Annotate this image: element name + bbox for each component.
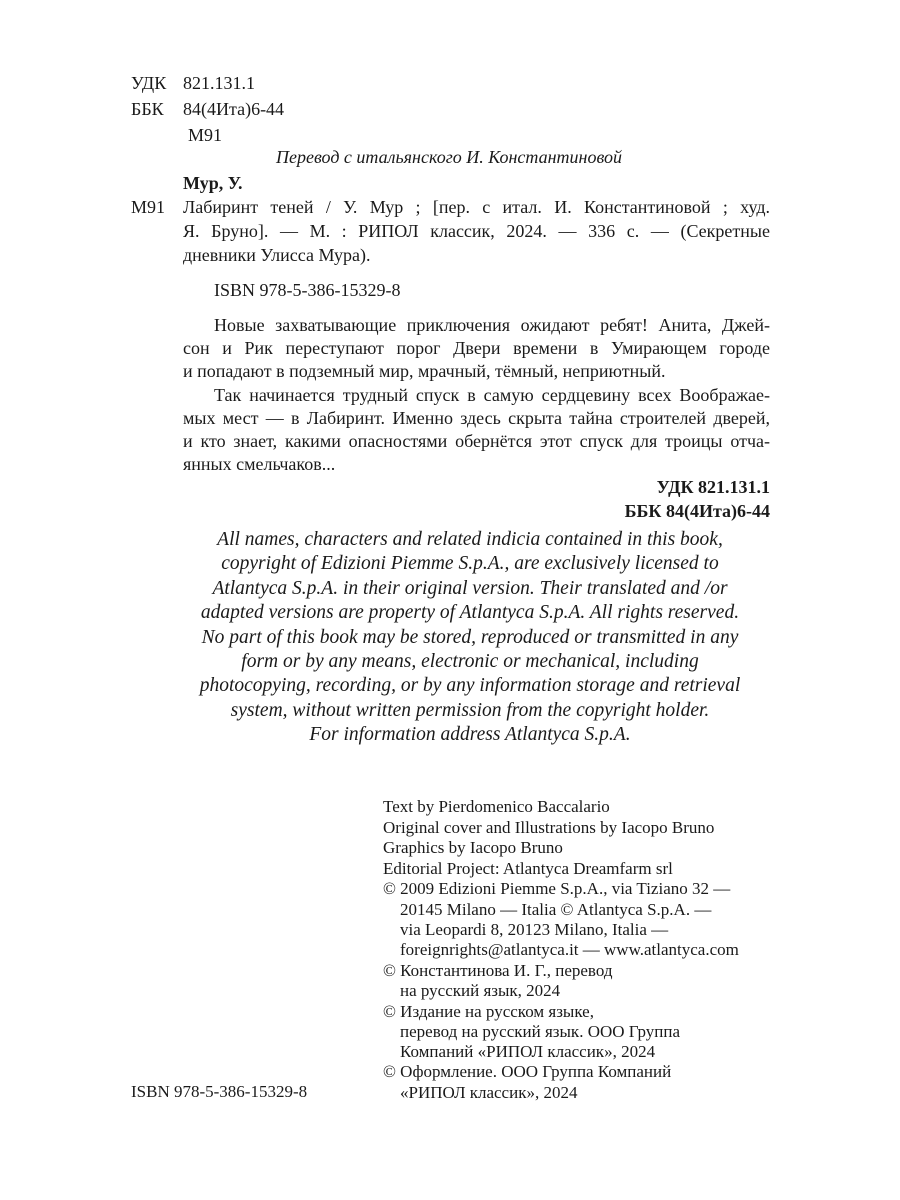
credit-editorial: Editorial Project: Atlantyca Dreamfarm srl [383, 859, 673, 878]
credit-copyright-4: foreignrights@atlantyca.it — www.atlantyca.com [400, 940, 739, 959]
translation-note: Перевод с итальянского И. Константиновой [276, 147, 623, 167]
rights-notice [150, 528, 790, 748]
author-heading: Мур, У. [183, 173, 243, 193]
annotation-p2-line-1: Так начинается трудный спуск в самую сердцевину всех Воображае- [214, 385, 770, 405]
rights-p2-line-2: form or by any means, electronic or mechanical, including [241, 651, 699, 673]
credit-copyright-1: © 2009 Edizioni Piemme S.p.A., via Tiziano 32 — [383, 879, 731, 898]
annotation-p2-line-4: янных смельчаков... [183, 454, 336, 474]
rights-p1-line-1: All names, characters and related indicia contained in this book, [217, 529, 723, 550]
rights-p1-line-3: Atlantyca S.p.A. in their original version. Their translated and /or [212, 577, 728, 599]
annotation-p1-line-3: и попадают в подземный мир, мрачный, тёмный, неприютный. [183, 361, 666, 381]
credit-edition-2: перевод на русский язык. ООО Группа [400, 1022, 681, 1041]
author-mark: М91 [188, 125, 223, 145]
credit-copyright-2: 20145 Milano — Italia © Atlantyca S.p.A. — [400, 900, 712, 919]
annotation-p2-line-3: и кто знает, какими опасностями обернётся этот спуск для троицы отча- [183, 431, 770, 451]
record-isbn: ISBN 978-5-386-15329-8 [214, 280, 401, 300]
credit-design-1: © Оформление. ООО Группа Компаний [383, 1062, 672, 1081]
rights-p2-line-5: For information address Atlantyca S.p.A. [309, 724, 631, 746]
udk-value: 821.131.1 [183, 73, 255, 93]
credit-edition-1: © Издание на русском языке, [383, 1002, 594, 1021]
credit-text: Text by Pierdomenico Baccalario [383, 797, 610, 816]
credit-cover: Original cover and Illustrations by Iacopo Bruno [383, 818, 715, 837]
classification-bbk: ББК 84(4Ита)6-44 [624, 501, 770, 521]
bbk-value: 84(4Ита)6-44 [183, 99, 285, 119]
rights-p2-line-1: No part of this book may be stored, reproduced or transmitted in any [201, 626, 739, 648]
record-mark: М91 [131, 197, 166, 217]
rights-p1-line-2: copyright of Edizioni Piemme S.p.A., are exclusively licensed to [221, 553, 719, 575]
credit-design-2: «РИПОЛ классик», 2024 [400, 1083, 578, 1102]
annotation-p1-line-1: Новые захватывающие приключения ожидают ребят! Анита, Джей- [214, 315, 770, 335]
record-line-2: Я. Бруно]. — М. : РИПОЛ классик, 2024. — 336 с. — (Секретные [183, 221, 770, 241]
record-line-1: Лабиринт теней / У. Мур ; [пер. с итал. И. Константиновой ; худ. [183, 197, 770, 217]
credit-copyright-3: via Leopardi 8, 20123 Milano, Italia — [400, 920, 669, 939]
credit-graphics: Graphics by Iacopo Bruno [383, 838, 563, 857]
record-line-3: дневники Улисса Мура). [183, 245, 371, 265]
rights-p2-line-3: photocopying, recording, or by any information storage and retrieval [199, 675, 741, 697]
classification-udk: УДК 821.131.1 [656, 477, 770, 497]
credit-edition-3: Компаний «РИПОЛ классик», 2024 [400, 1042, 656, 1061]
footer-isbn: ISBN 978-5-386-15329-8 [131, 1082, 308, 1101]
rights-p1-line-4: adapted versions are property of Atlantyca S.p.A. All rights reserved. [200, 602, 740, 624]
rights-p2-line-4: system, without written permission from the copyright holder. [230, 699, 710, 721]
annotation-p1-line-2: сон и Рик переступают порог Двери времени в Умирающем городе [183, 338, 770, 358]
credit-translation-2: на русский язык, 2024 [400, 981, 561, 1000]
annotation-p2-line-2: мых мест — в Лабиринт. Именно здесь скрыта тайна строителей дверей, [183, 408, 770, 428]
bbk-label: ББК [131, 99, 164, 119]
udk-label: УДК [131, 73, 167, 93]
credit-translation-1: © Константинова И. Г., перевод [383, 961, 613, 980]
